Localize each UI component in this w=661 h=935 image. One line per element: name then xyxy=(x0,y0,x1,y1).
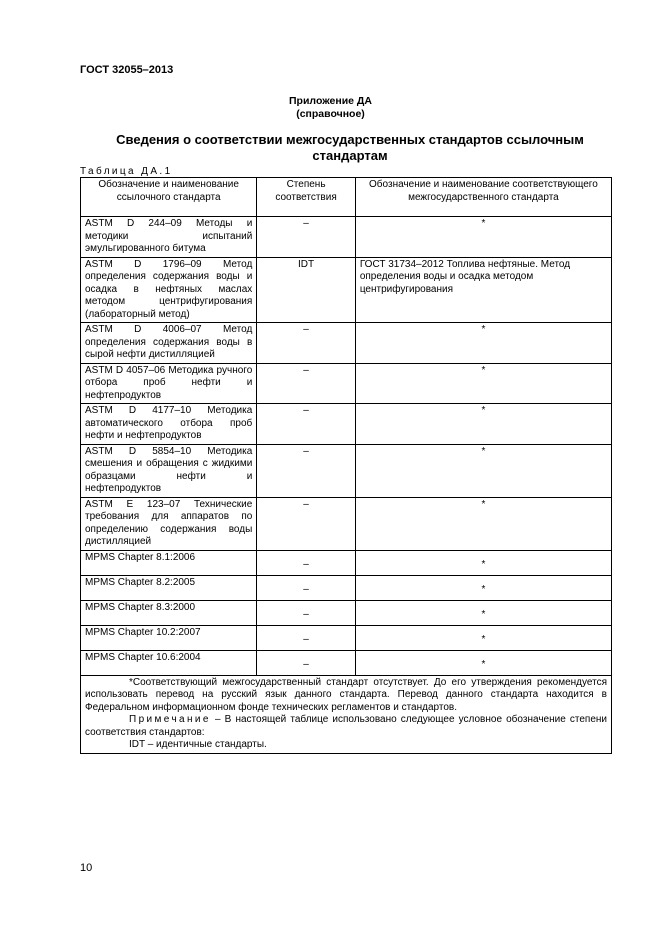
table-body xyxy=(81,217,612,676)
interstate-standard-cell: * xyxy=(355,363,611,404)
document-code: ГОСТ 32055–2013 xyxy=(80,64,174,76)
table-row xyxy=(81,600,612,625)
idt-definition: IDT – идентичные стандарты. xyxy=(129,739,267,750)
appendix-title: Приложение ДА xyxy=(289,95,372,107)
reference-standard-cell: MPMS Chapter 8.3:2000 xyxy=(81,600,257,625)
note-label: Примечание xyxy=(129,714,211,725)
correspondence-degree-cell: – xyxy=(257,550,356,575)
table-row xyxy=(81,363,612,404)
page-number: 10 xyxy=(80,862,93,874)
correspondence-degree-cell: – xyxy=(257,625,356,650)
interstate-standard-cell: * xyxy=(355,550,611,575)
correspondence-degree-cell: – xyxy=(257,600,356,625)
reference-standard-cell: ASTM D 4057–06 Методика ручного отбора проб нефти и нефтепродуктов xyxy=(81,363,257,404)
footnote: *Соответствующий межгосударственный стандарт отсутствует. До его утверждения рекомендуется использовать перевод на русский язык данного стандарта. Перевод данного стандарта находится в Федеральном информационном фонде технических регламентов и стандартов. xyxy=(85,676,607,713)
interstate-standard-cell: * xyxy=(355,497,611,550)
table-row xyxy=(81,575,612,600)
correspondence-degree-cell: – xyxy=(257,363,356,404)
table-note xyxy=(85,714,607,739)
reference-standard-cell: MPMS Chapter 8.2:2005 xyxy=(81,575,257,600)
reference-standard-cell: ASTM D 4006–07 Метод определения содержания воды в сырой нефти дистилляцией xyxy=(81,323,257,364)
table-row xyxy=(81,650,612,675)
correspondence-degree-cell: – xyxy=(257,404,356,445)
interstate-standard-cell: * xyxy=(355,444,611,497)
table-header-row xyxy=(81,178,612,217)
reference-standard-cell: ASTM D 244–09 Методы и методики испытаний эмульгированного битума xyxy=(81,217,257,258)
interstate-standard-cell: * xyxy=(355,404,611,445)
correspondence-degree-cell: – xyxy=(257,497,356,550)
appendix-subtitle: (справочное) xyxy=(296,108,365,120)
reference-standard-cell: ASTM D 1796–09 Метод определения содержания воды и осадка в нефтяных маслах методом центрифугирования (лабораторный метод) xyxy=(81,257,257,323)
reference-standard-cell: MPMS Chapter 10.2:2007 xyxy=(81,625,257,650)
reference-standard-cell: ASTM D 5854–10 Методика смешения и обращения с жидкими образцами нефти и нефтепродуктов xyxy=(81,444,257,497)
table-footer xyxy=(81,675,612,753)
correspondence-degree-cell: – xyxy=(257,444,356,497)
interstate-standard-cell: * xyxy=(355,625,611,650)
reference-standard-cell: MPMS Chapter 8.1:2006 xyxy=(81,550,257,575)
correspondence-degree-cell: – xyxy=(257,650,356,675)
column-header-reference: Обозначение и наименование ссылочного стандарта xyxy=(81,178,257,217)
interstate-standard-cell: * xyxy=(355,323,611,364)
interstate-standard-cell: * xyxy=(355,575,611,600)
correspondence-degree-cell: IDT xyxy=(257,257,356,323)
correspondence-degree-cell: – xyxy=(257,575,356,600)
table-row xyxy=(81,444,612,497)
interstate-standard-cell: * xyxy=(355,217,611,258)
table-row xyxy=(81,323,612,364)
table-label: Таблица ДА.1 xyxy=(80,166,173,177)
table-row xyxy=(81,217,612,258)
note-text: – В настоящей таблице использовано следующее условное обозначение степени соответствия стандартов: xyxy=(85,714,607,738)
reference-standard-cell: ASTM E 123–07 Технические требования для аппаратов по определению содержания воды дистилляцией xyxy=(81,497,257,550)
correspondence-table xyxy=(80,177,612,754)
section-heading: Сведения о соответствии межгосударственных стандартов ссылочным стандартам xyxy=(116,132,584,163)
table-row xyxy=(81,550,612,575)
reference-standard-cell: ASTM D 4177–10 Методика автоматического отбора проб нефти и нефтепродуктов xyxy=(81,404,257,445)
table-row xyxy=(81,625,612,650)
reference-standard-cell: MPMS Chapter 10.6:2004 xyxy=(81,650,257,675)
interstate-standard-cell: * xyxy=(355,600,611,625)
column-header-interstate: Обозначение и наименование соответствующего межгосударственного стандарта xyxy=(355,178,611,217)
interstate-standard-cell: * xyxy=(355,650,611,675)
table-row xyxy=(81,257,612,323)
column-header-degree: Степень соответствия xyxy=(257,178,356,217)
correspondence-degree-cell: – xyxy=(257,323,356,364)
interstate-standard-cell: ГОСТ 31734–2012 Топлива нефтяные. Метод определения воды и осадка методом центрифугирования xyxy=(355,257,611,323)
correspondence-degree-cell: – xyxy=(257,217,356,258)
table-footer-row xyxy=(81,675,612,753)
table-row xyxy=(81,497,612,550)
table-row xyxy=(81,404,612,445)
